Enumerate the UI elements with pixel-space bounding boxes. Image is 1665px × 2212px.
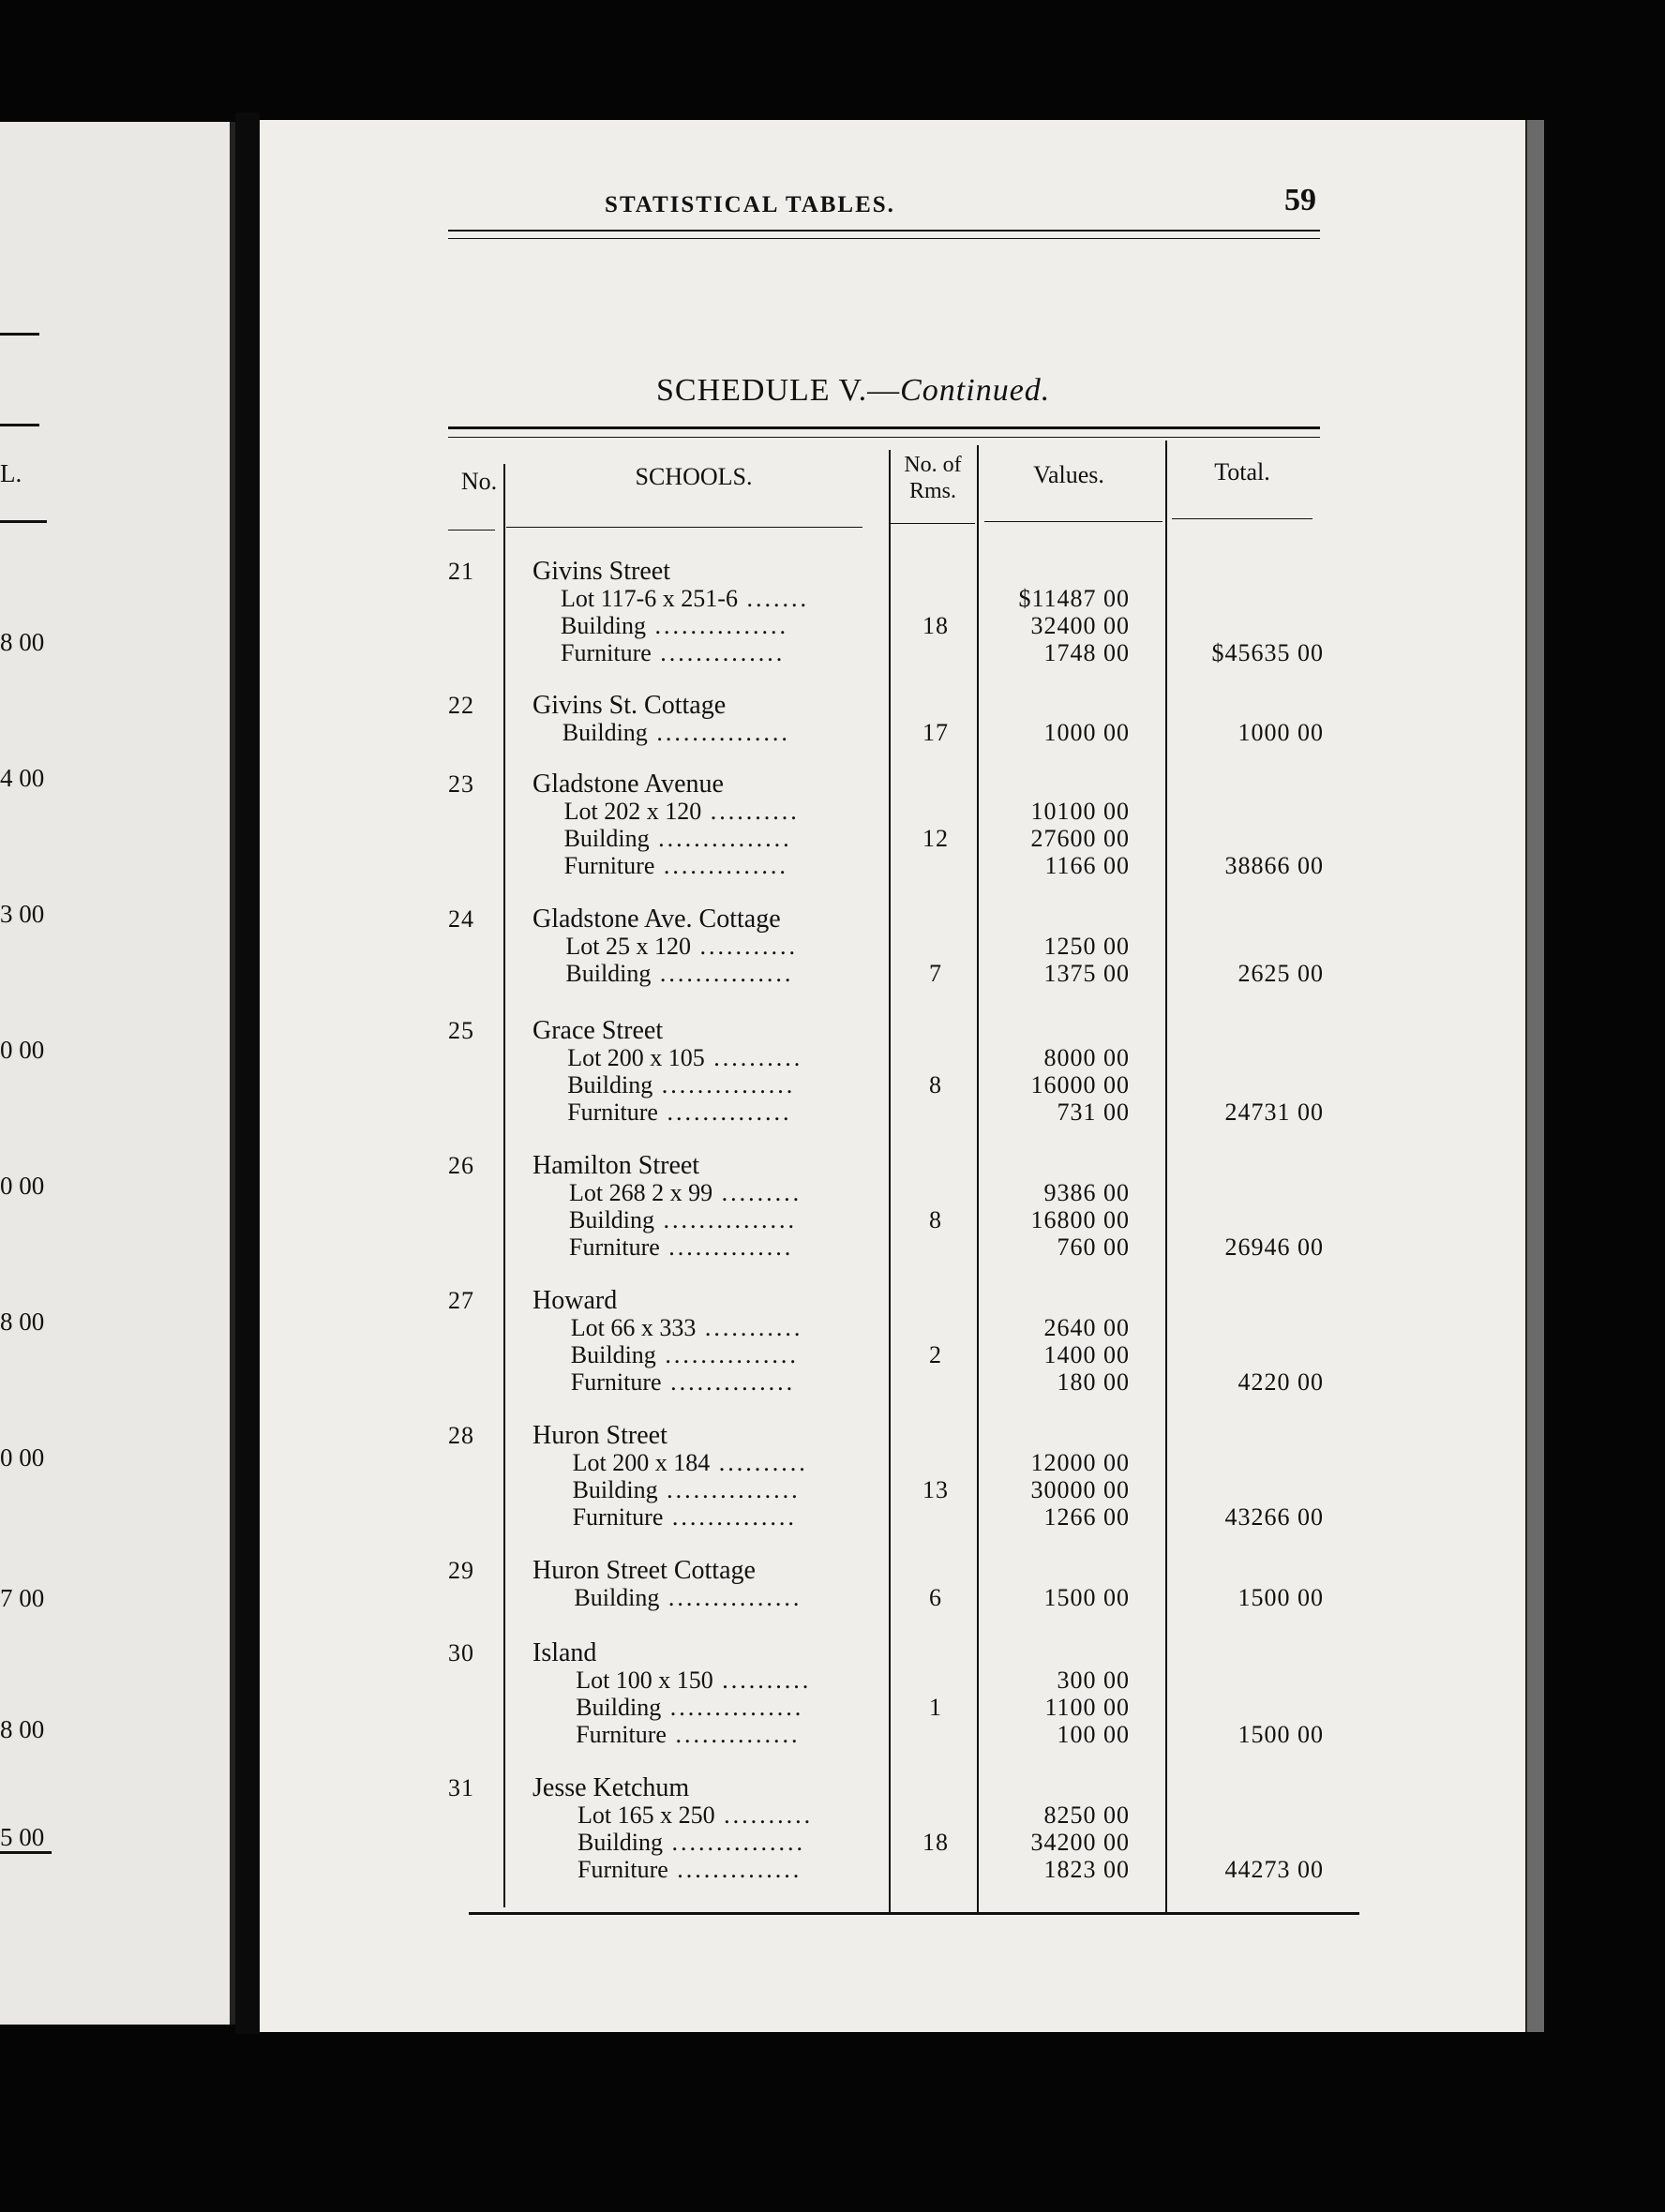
school-total: 2625 00 <box>1238 960 1324 987</box>
dot-leader: ........... <box>696 1314 803 1341</box>
item-label: Building ............... <box>567 1071 796 1099</box>
school-total: 4220 00 <box>1238 1368 1324 1396</box>
running-title: STATISTICAL TABLES. <box>605 192 895 217</box>
left-page-fragment: 5 00 <box>0 1823 45 1851</box>
left-page-fragment: 4 00 <box>0 764 45 792</box>
item-value: 1166 00 <box>1044 852 1130 879</box>
left-page-fragment: 3 00 <box>0 900 45 928</box>
school-name: Givins St. Cottage <box>532 691 727 720</box>
dot-leader: .............. <box>668 1856 802 1883</box>
school-number: 31 <box>448 1774 474 1801</box>
dot-leader: .......... <box>704 1044 803 1071</box>
school-number: 27 <box>448 1287 474 1314</box>
school-total: 24731 00 <box>1224 1099 1324 1126</box>
school-total: 38866 00 <box>1224 852 1324 879</box>
item-value: 10100 00 <box>1030 798 1130 825</box>
column-divider <box>503 464 505 1907</box>
dot-leader: ............... <box>657 1476 801 1503</box>
school-name: Island <box>532 1638 597 1667</box>
school-total: 1000 00 <box>1238 719 1324 746</box>
item-label: Building ............... <box>578 1829 806 1856</box>
dot-leader: .......... <box>714 1801 814 1829</box>
school-number: 21 <box>448 558 474 585</box>
left-page-fragment: L. <box>0 459 22 487</box>
item-value: 30000 00 <box>1030 1476 1130 1503</box>
left-page-rule <box>0 333 39 336</box>
column-divider <box>977 445 979 1912</box>
dot-leader: ......... <box>712 1179 802 1206</box>
left-page-rule <box>0 520 47 523</box>
school-total: 26946 00 <box>1224 1233 1324 1261</box>
page-edge <box>1525 120 1544 2032</box>
schedule-title-continued: Continued. <box>900 373 1051 408</box>
header-underline <box>1172 518 1312 519</box>
item-value: 100 00 <box>1057 1721 1130 1748</box>
school-number: 25 <box>448 1017 474 1044</box>
school-number: 30 <box>448 1639 474 1666</box>
item-label: Building ............... <box>574 1584 802 1611</box>
item-label: Furniture .............. <box>576 1721 801 1748</box>
school-name: Huron Street Cottage <box>532 1556 756 1585</box>
school-number: 29 <box>448 1557 474 1584</box>
item-label: Furniture .............. <box>567 1099 792 1126</box>
item-value: 12000 00 <box>1030 1449 1130 1476</box>
left-page-fragment: 8 00 <box>0 628 45 656</box>
school-name: Grace Street <box>532 1016 664 1045</box>
room-count: 13 <box>922 1476 949 1503</box>
dot-leader: ............... <box>654 1206 798 1233</box>
school-number: 23 <box>448 770 474 798</box>
school-name: Howard <box>532 1286 618 1315</box>
dot-leader: .............. <box>661 1368 796 1396</box>
dot-leader: .............. <box>654 852 788 879</box>
room-count: 6 <box>929 1584 942 1611</box>
dot-leader: .......... <box>701 798 800 825</box>
item-value: 9386 00 <box>1043 1179 1130 1206</box>
item-label: Furniture .............. <box>578 1856 802 1883</box>
item-label: Building ............... <box>572 1476 801 1503</box>
item-label: Furniture .............. <box>569 1233 794 1261</box>
item-value: 1400 00 <box>1043 1341 1130 1368</box>
dot-leader: ............... <box>646 612 789 639</box>
schedule-title-main: SCHEDULE V.— <box>656 373 901 408</box>
room-count: 8 <box>929 1071 942 1099</box>
schedule-title <box>656 373 1050 409</box>
dot-leader: ............... <box>655 1341 799 1368</box>
item-value: 8000 00 <box>1043 1044 1130 1071</box>
room-count: 2 <box>929 1341 942 1368</box>
school-total: $45635 00 <box>1211 639 1324 666</box>
column-header-rooms-line1: No. of <box>904 453 962 477</box>
room-count: 12 <box>922 825 949 852</box>
left-page-fragment: 0 00 <box>0 1036 45 1064</box>
school-name: Hamilton Street <box>532 1151 700 1180</box>
header-underline <box>506 527 862 528</box>
item-label: Lot 66 x 333 ........... <box>570 1314 803 1341</box>
school-total: 1500 00 <box>1238 1584 1324 1611</box>
dot-leader: ............... <box>659 1584 802 1611</box>
header-rule <box>448 238 1320 239</box>
item-value: 1250 00 <box>1043 933 1130 960</box>
item-label: Furniture .............. <box>572 1503 797 1531</box>
left-page-fragment: 8 00 <box>0 1308 45 1336</box>
dot-leader: ............... <box>652 1071 796 1099</box>
item-value: 1823 00 <box>1043 1856 1130 1883</box>
school-name: Jesse Ketchum <box>532 1773 690 1802</box>
column-header-rooms <box>886 452 980 504</box>
item-value: $11487 00 <box>1018 585 1130 612</box>
column-header-total: Total. <box>1214 458 1270 486</box>
dot-leader: ........... <box>691 933 798 960</box>
item-label: Lot 100 x 150 .......... <box>576 1666 812 1694</box>
item-value: 16000 00 <box>1030 1071 1130 1099</box>
room-count: 1 <box>929 1694 942 1721</box>
item-label: Building ............... <box>562 719 790 746</box>
item-label: Building ............... <box>576 1694 804 1721</box>
item-label: Lot 165 x 250 .......... <box>578 1801 814 1829</box>
book-gutter <box>235 112 260 2034</box>
table-top-rule <box>448 426 1320 429</box>
item-label: Building ............... <box>565 960 794 987</box>
left-page-fragment: 8 00 <box>0 1715 45 1743</box>
header-underline <box>448 530 495 531</box>
item-label: Building ............... <box>570 1341 799 1368</box>
item-value: 1500 00 <box>1043 1584 1130 1611</box>
item-label: Building ............... <box>569 1206 798 1233</box>
left-page-fragment: 7 00 <box>0 1584 45 1612</box>
dot-leader: ............... <box>651 960 794 987</box>
item-value: 32400 00 <box>1030 612 1130 639</box>
item-value: 8250 00 <box>1043 1801 1130 1829</box>
left-page-fragment: 0 00 <box>0 1172 45 1200</box>
table-bottom-rule <box>469 1912 1359 1915</box>
item-value: 2640 00 <box>1043 1314 1130 1341</box>
item-value: 1748 00 <box>1043 639 1130 666</box>
header-underline <box>891 523 975 524</box>
school-name: Gladstone Ave. Cottage <box>532 904 781 934</box>
item-label: Lot 200 x 184 .......... <box>572 1449 808 1476</box>
item-value: 731 00 <box>1057 1099 1130 1126</box>
item-label: Building ............... <box>561 612 789 639</box>
dot-leader: ............... <box>647 719 790 746</box>
item-label: Furniture .............. <box>570 1368 796 1396</box>
item-value: 27600 00 <box>1030 825 1130 852</box>
item-label: Building ............... <box>563 825 792 852</box>
item-value: 1100 00 <box>1044 1694 1130 1721</box>
room-count: 8 <box>929 1206 942 1233</box>
item-value: 16800 00 <box>1030 1206 1130 1233</box>
school-total: 43266 00 <box>1224 1503 1324 1531</box>
dot-leader: .............. <box>651 639 786 666</box>
header-rule <box>448 230 1320 232</box>
school-name: Gladstone Avenue <box>532 770 724 799</box>
school-number: 24 <box>448 905 474 933</box>
dot-leader: ............... <box>661 1694 804 1721</box>
column-divider <box>1165 441 1167 1912</box>
school-number: 26 <box>448 1152 474 1179</box>
item-label: Lot 268 2 x 99 ......... <box>569 1179 802 1206</box>
dot-leader: .............. <box>657 1099 792 1126</box>
column-header-values: Values. <box>1033 461 1104 488</box>
item-label: Lot 25 x 120 ........... <box>565 933 798 960</box>
left-page-fragment: 0 00 <box>0 1443 45 1472</box>
dot-leader: ............... <box>663 1829 806 1856</box>
school-name: Givins Street <box>532 557 670 586</box>
column-divider <box>889 450 891 1912</box>
room-count: 17 <box>922 719 949 746</box>
item-value: 180 00 <box>1057 1368 1130 1396</box>
left-page-rule <box>0 424 39 426</box>
item-value: 1266 00 <box>1043 1503 1130 1531</box>
school-total: 1500 00 <box>1238 1721 1324 1748</box>
item-label: Lot 202 x 120 .......... <box>563 798 800 825</box>
page-number: 59 <box>1284 183 1316 217</box>
dot-leader: .............. <box>663 1503 797 1531</box>
column-header-rooms-line2: Rms. <box>908 479 956 503</box>
item-value: 760 00 <box>1057 1233 1130 1261</box>
dot-leader: ....... <box>737 585 809 612</box>
item-label: Lot 117-6 x 251-6 ....... <box>561 585 809 612</box>
school-total: 44273 00 <box>1224 1856 1324 1883</box>
item-label: Lot 200 x 105 .......... <box>567 1044 803 1071</box>
school-number: 28 <box>448 1422 474 1449</box>
dot-leader: ............... <box>649 825 792 852</box>
room-count: 18 <box>922 612 949 639</box>
dot-leader: .............. <box>666 1721 801 1748</box>
item-value: 300 00 <box>1057 1666 1130 1694</box>
column-header-no: No. <box>460 468 498 495</box>
column-header-schools: SCHOOLS. <box>635 463 753 490</box>
item-value: 34200 00 <box>1030 1829 1130 1856</box>
room-count: 7 <box>929 960 942 987</box>
item-value: 1375 00 <box>1043 960 1130 987</box>
item-label: Furniture .............. <box>561 639 786 666</box>
school-number: 22 <box>448 692 474 719</box>
left-page <box>0 122 235 2025</box>
header-underline <box>984 521 1162 522</box>
dot-leader: .......... <box>710 1449 808 1476</box>
item-label: Furniture .............. <box>563 852 788 879</box>
dot-leader: .............. <box>659 1233 794 1261</box>
table-top-rule <box>448 437 1320 438</box>
room-count: 18 <box>922 1829 949 1856</box>
item-value: 1000 00 <box>1043 719 1130 746</box>
dot-leader: .......... <box>712 1666 812 1694</box>
school-name: Huron Street <box>532 1421 668 1450</box>
